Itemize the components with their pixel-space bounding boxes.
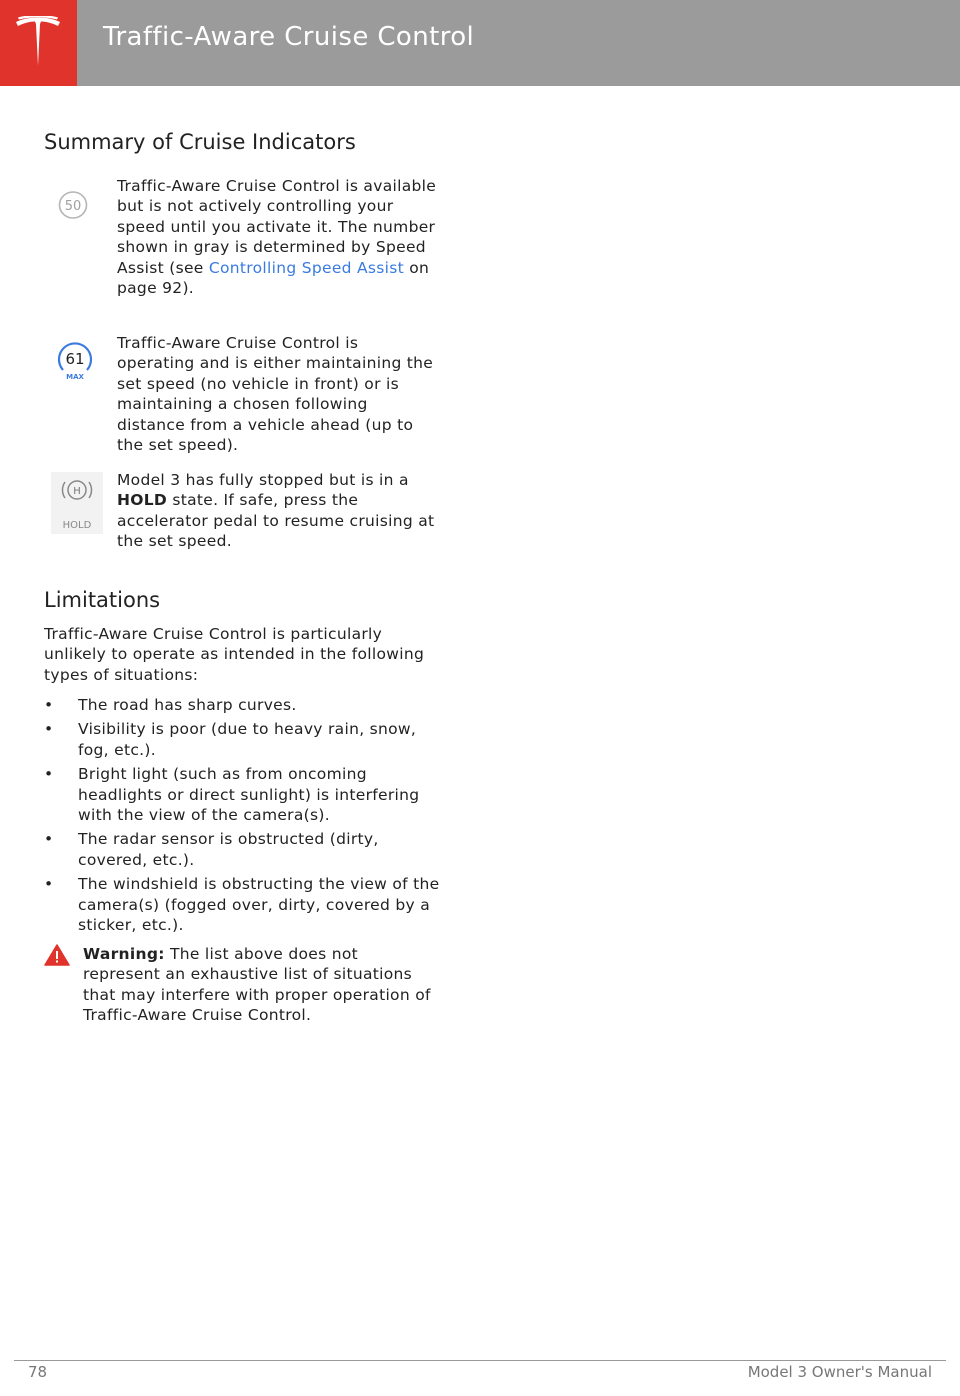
list-item	[44, 764, 444, 825]
limitations-intro: Traffic-Aware Cruise Control is particularly unlikely to operate as intended in the following types of situations:	[44, 625, 425, 684]
section-heading-limitations: Limitations	[44, 588, 161, 612]
indicator-1-text-after: on page 92).	[117, 258, 430, 298]
tesla-logo-icon	[14, 16, 62, 68]
hold-icon	[51, 472, 103, 534]
section-heading-summary: Summary of Cruise Indicators	[44, 130, 356, 154]
list-item-text: The radar sensor is obstructed (dirty, covered, etc.).	[78, 830, 379, 869]
list-item	[44, 874, 444, 935]
bullet-marker: •	[44, 875, 54, 894]
list-item	[44, 695, 444, 715]
hold-keyword: HOLD	[117, 491, 168, 510]
speed-61-number: 61	[65, 350, 85, 368]
indicator-hold-description	[117, 470, 437, 552]
list-item	[44, 719, 444, 760]
speed-50-number: 50	[64, 199, 82, 214]
logo-box	[0, 0, 77, 86]
speed-61-max-icon	[51, 340, 101, 382]
max-label: MAX	[66, 373, 84, 381]
bullet-marker: •	[44, 696, 54, 714]
page-title: Traffic-Aware Cruise Control	[103, 22, 475, 52]
indicator-3-text-after: state. If safe, press the accelerator pedal to resume cruising at the set speed.	[117, 491, 435, 551]
page-number: 78	[28, 1363, 48, 1381]
list-item-text: The road has sharp curves.	[78, 696, 297, 714]
controlling-speed-assist-link[interactable]: Controlling Speed Assist	[208, 258, 405, 277]
footer-divider	[14, 1360, 946, 1361]
hold-icon-label: HOLD	[62, 520, 92, 531]
list-item	[44, 829, 444, 870]
indicator-3-text-before: Model 3 has fully stopped but is in a	[117, 471, 409, 489]
hold-letter: H	[73, 486, 81, 497]
bullet-marker: •	[44, 720, 54, 739]
bullet-marker: •	[44, 830, 54, 849]
warning-note	[83, 944, 438, 1026]
bullet-marker: •	[44, 765, 54, 784]
limitations-list	[44, 695, 444, 939]
page-header	[0, 0, 960, 86]
speed-50-icon	[51, 190, 95, 220]
indicator-available-description	[117, 176, 437, 298]
list-item-text: Bright light (such as from oncoming headlights or direct sunlight) is interfering with the view of the camera(s).	[78, 765, 420, 825]
warning-text: The list above does not represent an exhaustive list of situations that may interfere with proper operation of Traffic-Aware Cruise Control.	[83, 945, 431, 1025]
indicator-1-text-before: Traffic-Aware Cruise Control is available but is not actively controlling your speed until you activate it. The number shown in gray is determined by Speed Assist (see	[117, 177, 437, 277]
list-item-text: The windshield is obstructing the view of the camera(s) (fogged over, dirty, covered by a sticker, etc.).	[78, 875, 440, 935]
indicator-operating-description: Traffic-Aware Cruise Control is operating and is either maintaining the set speed (no vehicle in front) or is maintaining a chosen following distance from a vehicle ahead (up to the set speed).	[117, 334, 434, 455]
list-item-text: Visibility is poor (due to heavy rain, snow, fog, etc.).	[78, 720, 417, 759]
manual-name: Model 3 Owner's Manual	[747, 1363, 932, 1381]
warning-triangle-icon	[44, 944, 70, 966]
warning-label: Warning:	[83, 945, 165, 963]
